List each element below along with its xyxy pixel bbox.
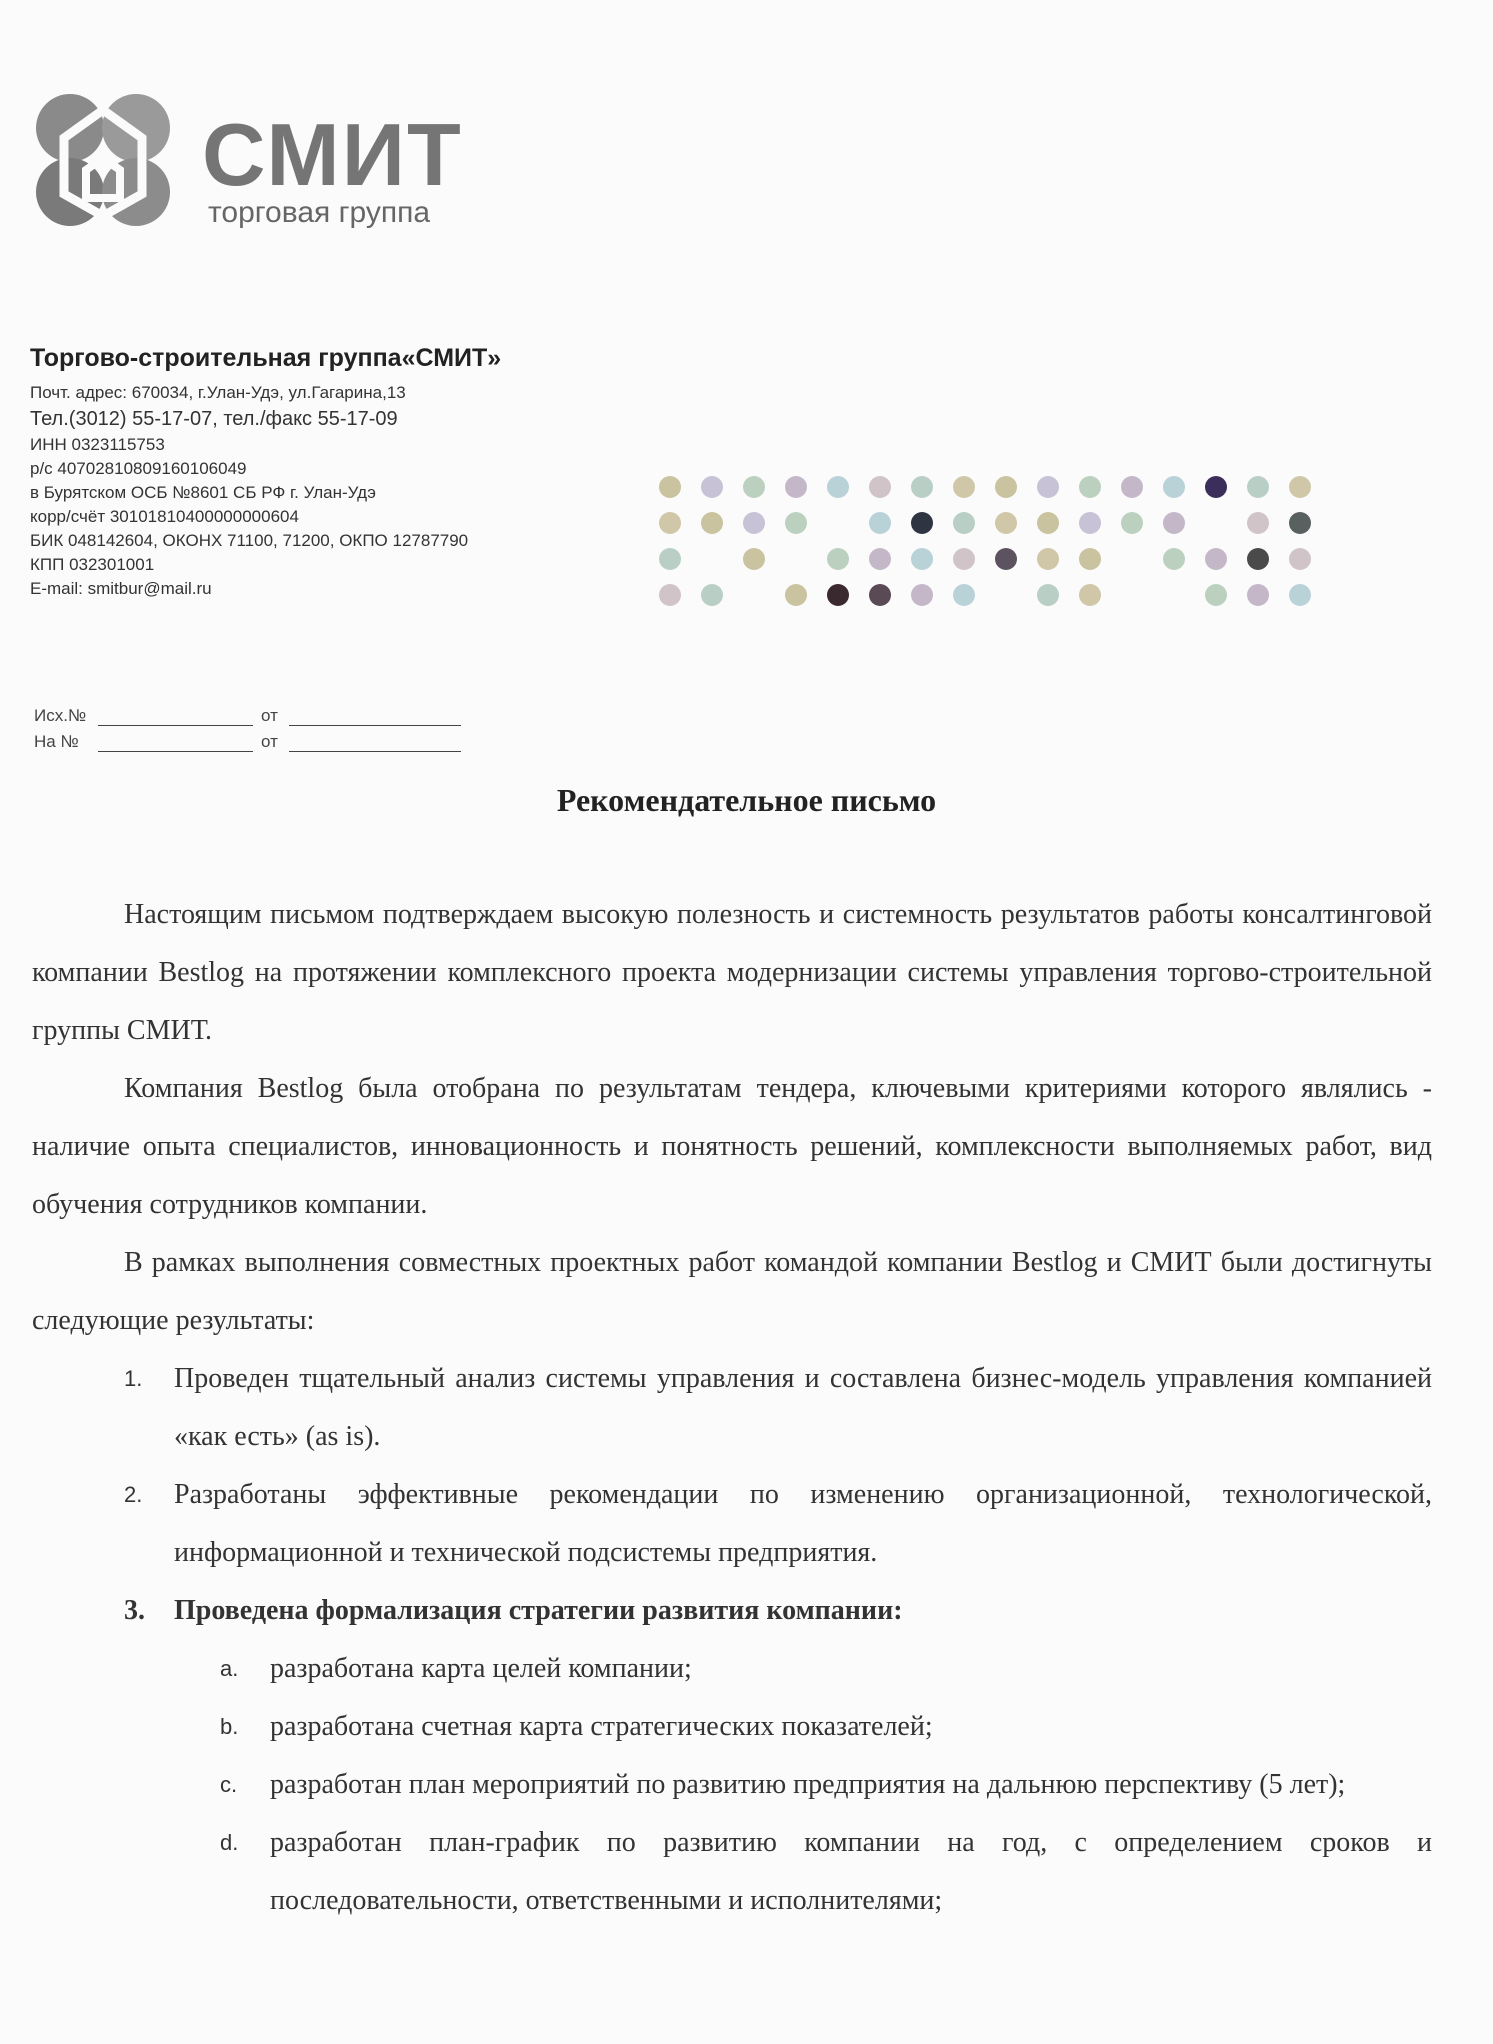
decorative-dot <box>1079 512 1101 534</box>
decorative-dot <box>827 584 849 606</box>
decorative-dot <box>659 548 681 570</box>
outgoing-date-label: от <box>261 706 278 725</box>
decorative-dot <box>869 584 891 606</box>
decorative-dot <box>1037 512 1059 534</box>
decorative-dot <box>659 476 681 498</box>
decorative-dot <box>995 476 1017 498</box>
decorative-dot <box>995 512 1017 534</box>
company-email: E-mail: smitbur@mail.ru <box>30 579 212 598</box>
company-name: Торгово-строительная группа«СМИТ» <box>30 344 502 372</box>
decorative-dot <box>1079 476 1101 498</box>
decorative-dot <box>1247 584 1269 606</box>
decorative-dot <box>701 512 723 534</box>
outgoing-date-blank <box>289 707 461 726</box>
decorative-dot <box>911 512 933 534</box>
decorative-dot <box>1205 584 1227 606</box>
decorative-dot <box>659 584 681 606</box>
outgoing-ref <box>34 700 461 726</box>
paragraph: Настоящим письмом подтверждаем высокую полезность и системность результатов работы консалтинговой компании Bestlog на протяжении комплексного проекта модернизации системы управления торгово-строительной группы СМИТ. <box>32 899 1432 1046</box>
outgoing-label: Исх.№ <box>34 706 87 725</box>
paragraph: Компания Bestlog была отобрана по результатам тендера, ключевыми критериями которого являлись - наличие опыта специалистов, инновационность и понятность решений, комплексности выполняемых работ, вид обучения сотрудников компании. <box>32 1073 1432 1220</box>
sub-item-letter: c. <box>220 1772 238 1797</box>
sub-item <box>32 1814 1432 1930</box>
decorative-dot <box>785 584 807 606</box>
list-item <box>32 1582 1432 1640</box>
sub-item-letter: d. <box>220 1830 239 1855</box>
sub-item-text: разработан план мероприятий по развитию предприятия на дальнюю перспективу (5 лет); <box>270 1769 1346 1800</box>
decorative-dot <box>911 584 933 606</box>
company-corr-account: корр/счёт 30101810400000000604 <box>30 507 299 526</box>
sub-item-text: разработан план-график по развитию компании на год, с определением сроков и последовательности, ответственными и исполнителями; <box>270 1827 1432 1916</box>
item-number: 1. <box>124 1366 143 1391</box>
decorative-dot <box>1163 548 1185 570</box>
decorative-dot <box>1289 476 1311 498</box>
decorative-dot <box>701 584 723 606</box>
results-list <box>32 1350 1432 1930</box>
decorative-dot <box>743 548 765 570</box>
decorative-dot <box>1079 548 1101 570</box>
letter-title: Рекомендательное письмо <box>556 782 937 818</box>
list-item <box>32 1466 1432 1582</box>
decorative-dot <box>953 512 975 534</box>
sub-item-letter: a. <box>220 1656 239 1681</box>
decorative-dot <box>911 548 933 570</box>
decorative-dot <box>1121 476 1143 498</box>
decorative-dot <box>869 476 891 498</box>
decorative-dot <box>995 548 1017 570</box>
decorative-dot <box>659 512 681 534</box>
incoming-ref <box>34 726 461 752</box>
decorative-dot <box>743 476 765 498</box>
logo-subtitle: торговая группа <box>208 196 431 229</box>
company-details <box>30 344 501 601</box>
company-bank: в Бурятском ОСБ №8601 СБ РФ г. Улан-Удэ <box>30 483 376 502</box>
item-text: Проведена формализация стратегии развития компании: <box>174 1595 903 1626</box>
decorative-dot <box>869 548 891 570</box>
decorative-dot <box>911 476 933 498</box>
item-number: 3. <box>124 1595 145 1626</box>
outgoing-number-blank <box>98 707 253 726</box>
logo-name: СМИТ <box>202 105 463 204</box>
sub-item-text: разработана карта целей компании; <box>270 1653 692 1684</box>
decorative-dot <box>1205 476 1227 498</box>
decorative-dot <box>1037 476 1059 498</box>
logo-emblem-icon <box>30 88 190 238</box>
company-bik: БИК 048142604, ОКОНХ 71100, 71200, ОКПО 12787790 <box>30 531 469 550</box>
decorative-dot <box>1247 548 1269 570</box>
decorative-dot <box>1289 584 1311 606</box>
decorative-dot <box>827 548 849 570</box>
decorative-dot <box>1205 548 1227 570</box>
company-phone: Тел.(3012) 55-17-07, тел./факс 55-17-09 <box>30 408 398 430</box>
company-inn: ИНН 0323115753 <box>30 435 165 454</box>
decorative-dot <box>743 512 765 534</box>
decorative-dot <box>1121 512 1143 534</box>
decorative-dot <box>785 476 807 498</box>
item-number: 2. <box>124 1482 143 1507</box>
incoming-date-label: от <box>261 732 278 751</box>
decorative-dot <box>1079 584 1101 606</box>
incoming-number-blank <box>98 733 253 752</box>
decorative-dot <box>1247 512 1269 534</box>
paragraph: В рамках выполнения совместных проектных работ командой компании Bestlog и СМИТ были достигнуты следующие результаты: <box>32 1247 1432 1336</box>
decorative-dot <box>1163 512 1185 534</box>
decorative-dot <box>953 548 975 570</box>
sub-item <box>32 1640 1432 1698</box>
sub-item <box>32 1756 1432 1814</box>
decorative-dots <box>650 467 1350 617</box>
company-kpp: КПП 032301001 <box>30 555 155 574</box>
reference-lines <box>34 700 461 752</box>
decorative-dot <box>701 476 723 498</box>
company-address: Почт. адрес: 670034, г.Улан-Удэ, ул.Гагарина,13 <box>30 383 406 402</box>
decorative-dot <box>1163 476 1185 498</box>
letter-body <box>32 886 1432 1930</box>
sub-item-letter: b. <box>220 1714 239 1739</box>
sub-item-text: разработана счетная карта стратегических показателей; <box>270 1711 933 1742</box>
decorative-dot <box>1247 476 1269 498</box>
decorative-dot <box>785 512 807 534</box>
decorative-dot <box>869 512 891 534</box>
decorative-dot <box>1289 548 1311 570</box>
item-text: Проведен тщательный анализ системы управления и составлена бизнес-модель управления компанией «как есть» (as is). <box>174 1363 1432 1452</box>
incoming-label: На № <box>34 732 79 751</box>
item-text: Разработаны эффективные рекомендации по изменению организационной, технологической, информационной и технической подсистемы предприятия. <box>174 1479 1432 1568</box>
decorative-dot <box>953 584 975 606</box>
decorative-dot <box>1037 548 1059 570</box>
logo <box>30 88 510 238</box>
company-account: р/с 40702810809160106049 <box>30 459 247 478</box>
decorative-dot <box>1289 512 1311 534</box>
decorative-dot <box>953 476 975 498</box>
decorative-dot <box>1037 584 1059 606</box>
list-item <box>32 1350 1432 1466</box>
decorative-dot <box>827 476 849 498</box>
sub-item <box>32 1698 1432 1756</box>
incoming-date-blank <box>289 733 461 752</box>
